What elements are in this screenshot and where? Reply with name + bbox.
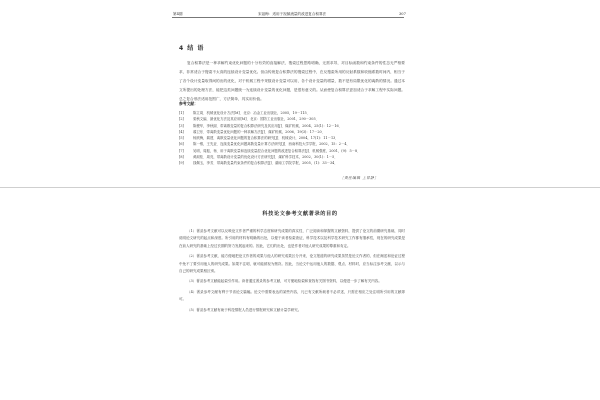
reference-text: 陈立周．机械优化设计方法[M]．北京：冶金工业出版社，2005，19－115． [193, 111, 311, 115]
reference-text: 钱佩玉，李芳．带离散变量约束条件的复合积算法[J]．湖南工学院学报，2005，(1)：33－34． [193, 161, 338, 166]
reference-number: [1] [179, 111, 184, 115]
references-label: 参考文献： [179, 101, 198, 106]
article-paragraph: （4）著录参考文献有利于节省论文篇幅。论文中需要表达的某些内容，凡已有文献所载者不必详述，只需在相应之处注明所引用的文献即可。 [179, 289, 405, 302]
reference-number: [5] [179, 136, 184, 141]
reference-number: [4] [179, 129, 184, 134]
article-paragraph: （3）著录参考文献能起索引作用。读者通过著录的参考文献，可方便地检索和查找有关图书资料，以便进一步了解有关内容。 [187, 279, 382, 284]
reference-number: [6] [179, 142, 184, 147]
reference-number: [7] [179, 148, 184, 153]
article-body [179, 228, 405, 317]
reference-text: 陈俊华，李秋丽．带离散变量的复合积算法研究及其应用[J]．煤矿机械，2004，25(1)：12－16． [193, 123, 343, 128]
running-header [0, 0, 600, 18]
article-paragraph: （5）著录参考文献有助于科技情报人员进行情报研究和文献计量学研究。 [187, 307, 302, 312]
reference-item [179, 160, 405, 166]
reference-number: [3] [179, 123, 184, 128]
reference-text: 翁卫东．带离散变量优化问题的一种求解方法[J]．煤矿机械，2006，19(3)：17－20． [193, 129, 326, 134]
article-paragraph: （1）著录参考文献可以反映论文作者严谨的科学态度和研究成果的真实性，广泛阅读和掌握的文献资料，提供了论文的前期研究基础，同时说明论文研究的起点和深度。所引用的材料有明确的出处，以便于读者检索查证，科学技术以及科学技术研究工作都有继承性，现在的研究成果是在前人研究的基础上经过长期的努力发展起来的。因此，它们的出处，也是作者对他人研究成果的尊重和肯定。 [179, 229, 405, 248]
running-title: 宋祖梅：适用于视频流量的改进复合积算法 [258, 12, 327, 16]
reference-number: [2] [179, 117, 184, 122]
page-divider [0, 187, 600, 188]
reference-number: [9] [179, 161, 184, 166]
article-paragraph: （2）著录参考文献，能方便地把论文作者的成果与他人的研究成果区分开来，论文报道的研究成果虽然是论文作者的，但在阐述和论证过程中免不了要引用他人的研究成果。如果不注明，就可能被视为剽窃。因此，当论文中运用他人的数据、观点、材料时，应当标注参考文献，以示与自己的研究成果相区别。 [179, 254, 405, 274]
article-title: 科技论文参考文献著录的目的 [262, 211, 338, 217]
issue-number: 第4期 [173, 12, 183, 16]
reference-list [179, 110, 405, 167]
page-number: 307 [399, 12, 406, 16]
reference-number: [8] [179, 155, 184, 160]
header-rule [172, 17, 404, 18]
responsible-editor: ［责任编辑 王祥静］ [340, 176, 379, 180]
reference-text: 陈一维，王先亚．连续变量优化问题离散变量计算方法研究[J]．西南科技大学学报，2002，15：2－4． [193, 142, 350, 147]
reference-text: 吴明，周振，杨．用于离散变量和连续变量混合优化问题的改进复合积算法[J]．机械强度，2001，(9)：5－8． [193, 148, 361, 153]
section-title: 4 结 语 [179, 45, 205, 52]
reference-text: 黄淑桂．周亮，带离散设计变量的优化设计方法研究[J]．煤矿科学技术，2002，30(1)：1－5． [193, 155, 338, 160]
reference-text: 梁秋文编．最优化方法及其应用[M]．北京：国防工业出版社，2001，290－305． [193, 117, 320, 122]
reference-text: 杨跃梅，翁建．离散变量优化问题的复合积算法的研究[J]．机械设计，2004，17(1)：11－13． [193, 136, 339, 141]
section-body: 复合积算法是一种求解约束优化问题的十分有效的直接解法，搜索过程思路明确，无需求导，对目标函数和约束条件的性态无严格要求，非常适合于搜索不太高的连续设计变量优化。但由传统复合积算法的搜索过程中，在反搜索所用的反射系数和收缩系数时间内，相当于了各个设计变量取得间的出的优化，对于机械工程中采数设计变量可以用，各个设计变量的增量，数不是有局限优化的离散的情况。通过本文所提出的处理方法，能把这类问题统一为连续设计变量的优化问题，是很有意义的。从而使复合积算法更加适合于求解工程中实际问题。总之复合形法适用范围广，方法简单，具实用价值。 [179, 61, 405, 101]
